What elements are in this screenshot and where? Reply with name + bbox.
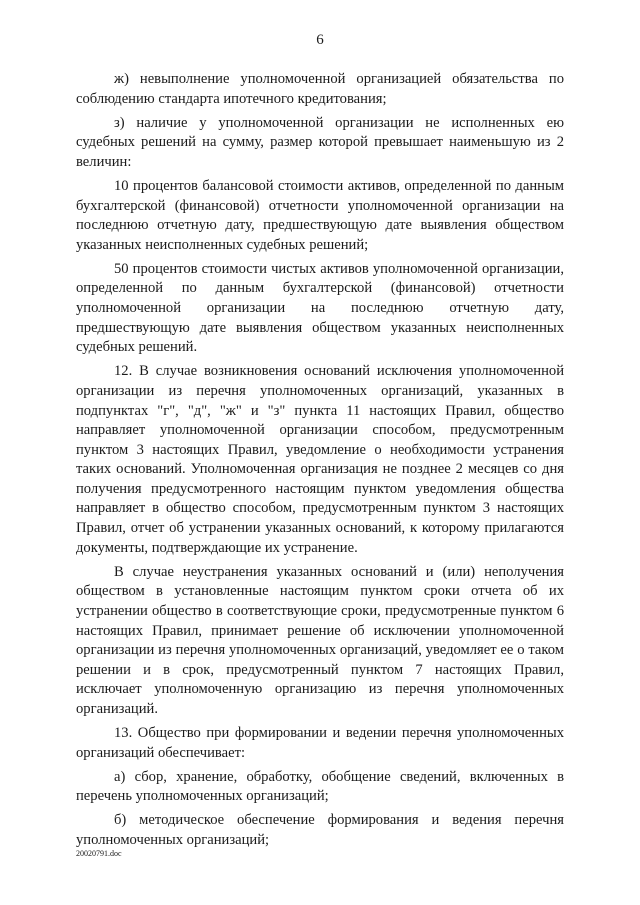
paragraph-point-12: 12. В случае возникновения оснований исключения уполномоченной организации из перечня уполномоченных организаций, указанных в подпунктах "г", "д", "ж" и "з" пункта 11 настоящих Правил, общество направляет уполномоченной организации способом, предусмотренным пунктом 3 настоящих Правил, уведомление о необходимости устранения таких оснований. Уполномоченная организация не позднее 2 месяцев со дня получения предусмотренного настоящим пунктом уведомления общества направляет в общество способом, предусмотренным пунктом 3 настоящих Правил, отчет об устранении указанных оснований, к которому прилагаются документы, подтверждающие их устранение.	[76, 363, 564, 556]
paragraph-zh: ж) невыполнение уполномоченной организацией обязательства по соблюдению стандарта ипотечного кредитования;	[76, 71, 564, 107]
footer-filename: 20020791.doc	[76, 849, 122, 858]
paragraph-10-percent: 10 процентов балансовой стоимости активов, определенной по данным бухгалтерской (финансовой) отчетности уполномоченной организации на последнюю отчетную дату, предшествующую дате выявления обществом указанных неисполненных судебных решений;	[76, 177, 564, 253]
paragraph-13b: б) методическое обеспечение формирования и ведения перечня уполномоченных организаций;	[76, 812, 564, 848]
paragraph-non-elimination: В случае неустранения указанных оснований и (или) неполучения обществом в установленные настоящим пунктом сроки отчета об их устранении общество в соответствующие сроки, предусмотренные пунктом 6 настоящих Правил, принимает решение об исключении уполномоченной организации из перечня уполномоченных организаций, уведомляет ее о таком решении и в срок, предусмотренный пунктом 7 настоящих Правил, исключает уполномоченную организацию из перечня уполномоченных организаций.	[76, 563, 564, 717]
paragraph-50-percent: 50 процентов стоимости чистых активов уполномоченной организации, определенной по данным бухгалтерской (финансовой) отчетности уполномоченной организации на последнюю отчетную дату, предшествующую дате выявления обществом указанных неисполненных судебных решений.	[76, 260, 564, 356]
page-number: 6	[316, 32, 324, 48]
document-body	[76, 70, 564, 855]
paragraph-point-13: 13. Общество при формировании и ведении перечня уполномоченных организаций обеспечивает:	[76, 725, 564, 761]
paragraph-z: з) наличие у уполномоченной организации не исполненных ею судебных решений на сумму, размер которой превышает наименьшую из 2 величин:	[76, 114, 564, 170]
paragraph-13a: а) сбор, хранение, обработку, обобщение сведений, включенных в перечень уполномоченных организаций;	[76, 768, 564, 805]
